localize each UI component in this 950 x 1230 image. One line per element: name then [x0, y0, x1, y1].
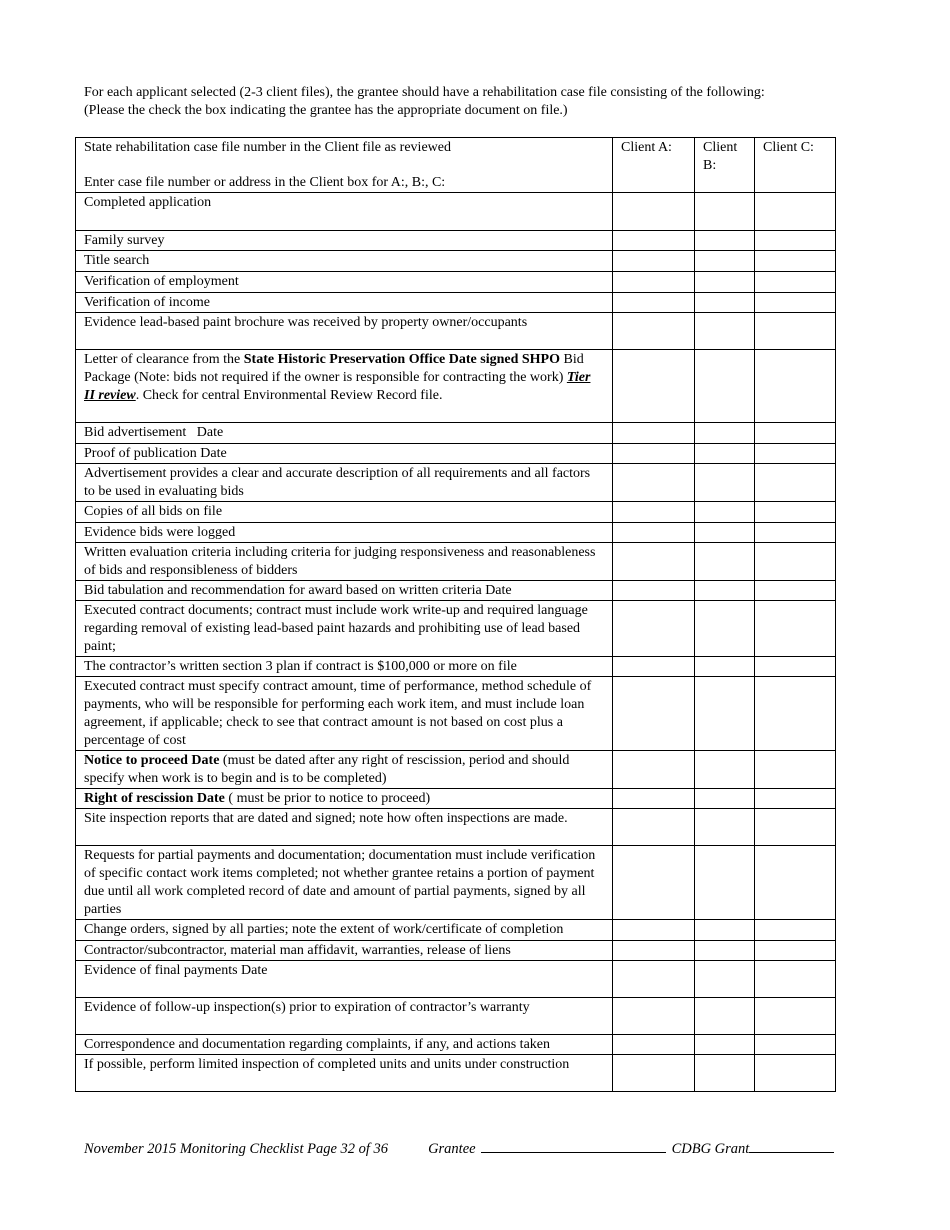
client-a-cell[interactable]: [613, 523, 695, 543]
client-c-cell[interactable]: [755, 464, 836, 502]
header-description-cell: [76, 138, 613, 193]
row-label: Copies of all bids on file: [76, 502, 613, 523]
shpo-text: Letter of clearance from the: [84, 352, 244, 367]
client-b-cell[interactable]: [695, 601, 755, 657]
row-label: Title search: [76, 251, 613, 272]
row-label: Bid advertisement Date: [76, 423, 613, 444]
checklist-table: [75, 137, 836, 1092]
table-row: [76, 350, 836, 423]
row-label: Change orders, signed by all parties; note the extent of work/certificate of completion: [76, 920, 613, 941]
row-label: Verification of employment: [76, 272, 613, 293]
client-c-cell[interactable]: [755, 677, 836, 751]
client-c-cell[interactable]: [755, 350, 836, 423]
rescission-text: ( must be prior to notice to proceed): [224, 791, 431, 806]
row-label: Completed application: [76, 193, 613, 231]
client-a-cell[interactable]: [613, 444, 695, 464]
table-row: [76, 751, 836, 789]
table-row: [76, 272, 836, 293]
notice-bold-text: Notice to proceed Date: [84, 753, 220, 768]
client-c-cell[interactable]: [755, 193, 836, 231]
client-a-cell[interactable]: [613, 293, 695, 313]
client-a-cell[interactable]: [613, 677, 695, 751]
client-c-cell[interactable]: [755, 272, 836, 293]
client-c-cell[interactable]: [755, 751, 836, 789]
header-line-1: State rehabilitation case file number in the Client file as reviewed: [84, 140, 451, 155]
client-c-cell[interactable]: [755, 846, 836, 920]
page-footer: [84, 1140, 834, 1158]
client-c-cell[interactable]: [755, 789, 836, 809]
client-c-cell[interactable]: [755, 657, 836, 677]
table-row: [76, 251, 836, 272]
client-c-cell[interactable]: [755, 941, 836, 961]
table-row: [76, 677, 836, 751]
table-row: [76, 809, 836, 846]
row-label: Contractor/subcontractor, material man affidavit, warranties, release of liens: [76, 941, 613, 961]
row-label: Evidence lead-based paint brochure was received by property owner/occupants: [76, 313, 613, 350]
table-row: [76, 581, 836, 601]
client-c-cell[interactable]: [755, 961, 836, 998]
row-label: Executed contract documents; contract must include work write-up and required language regarding removal of existing lead-based paint hazards and prohibiting use of lead based paint;: [76, 601, 613, 657]
client-b-cell[interactable]: [695, 846, 755, 920]
client-b-cell[interactable]: [695, 941, 755, 961]
row-label: Site inspection reports that are dated and signed; note how often inspections are made.: [76, 809, 613, 846]
client-a-cell[interactable]: [613, 423, 695, 444]
row-label-rescission: [76, 789, 613, 809]
client-c-cell[interactable]: [755, 1035, 836, 1055]
client-a-cell[interactable]: [613, 313, 695, 350]
instructions: [84, 84, 884, 120]
table-row: [76, 543, 836, 581]
client-a-cell[interactable]: [613, 657, 695, 677]
table-row: [76, 231, 836, 251]
client-c-cell[interactable]: [755, 998, 836, 1035]
client-c-cell[interactable]: [755, 313, 836, 350]
table-row: [76, 464, 836, 502]
client-a-cell[interactable]: [613, 350, 695, 423]
row-label: The contractor’s written section 3 plan if contract is $100,000 or more on file: [76, 657, 613, 677]
client-b-cell[interactable]: [695, 961, 755, 998]
table-row: [76, 502, 836, 523]
table-row: [76, 941, 836, 961]
row-label: Bid tabulation and recommendation for award based on written criteria Date: [76, 581, 613, 601]
row-label: Requests for partial payments and documentation; documentation must include verification of specific contact work items completed; not whether grantee retains a portion of payment due until all work completed record of date and amount of partial payments, signed by all parties: [76, 846, 613, 920]
client-c-cell[interactable]: [755, 251, 836, 272]
client-b-cell[interactable]: [695, 751, 755, 789]
client-b-cell[interactable]: [695, 423, 755, 444]
client-a-cell[interactable]: [613, 998, 695, 1035]
row-label: Executed contract must specify contract amount, time of performance, method schedule of payments, who will be responsible for performing each work item, and must include loan agreement, if applicable; check to see that contract amount is not based on cost plus a percentage of cost: [76, 677, 613, 751]
row-label: Verification of income: [76, 293, 613, 313]
row-label: Evidence bids were logged: [76, 523, 613, 543]
client-c-cell[interactable]: [755, 543, 836, 581]
client-a-cell[interactable]: [613, 1055, 695, 1092]
table-row: [76, 193, 836, 231]
header-client-a[interactable]: Client A:: [613, 138, 695, 193]
header-client-c[interactable]: Client C:: [755, 138, 836, 193]
client-a-cell[interactable]: [613, 1035, 695, 1055]
client-b-cell[interactable]: [695, 350, 755, 423]
client-a-cell[interactable]: [613, 920, 695, 941]
row-label: Evidence of follow-up inspection(s) prior to expiration of contractor’s warranty: [76, 998, 613, 1035]
row-label: Written evaluation criteria including criteria for judging responsiveness and reasonableness of bids and responsibleness of bidders: [76, 543, 613, 581]
client-b-cell[interactable]: [695, 1055, 755, 1092]
client-c-cell[interactable]: [755, 581, 836, 601]
row-label: If possible, perform limited inspection of completed units and units under construction: [76, 1055, 613, 1092]
client-a-cell[interactable]: [613, 789, 695, 809]
client-b-cell[interactable]: [695, 789, 755, 809]
rescission-bold-text: Right of rescission Date: [84, 791, 225, 806]
client-a-cell[interactable]: [613, 809, 695, 846]
client-c-cell[interactable]: [755, 920, 836, 941]
client-b-cell[interactable]: [695, 444, 755, 464]
grantee-signature-line[interactable]: [481, 1140, 666, 1153]
tier-ii-review-text: Tier II review: [84, 370, 591, 403]
table-row: [76, 1035, 836, 1055]
footer-cdbg-label: CDBG Grant: [671, 1141, 750, 1157]
client-b-cell[interactable]: [695, 998, 755, 1035]
table-row: [76, 313, 836, 350]
notice-text: (must be dated after any right of rescission, period and should specify when work is to begin and is to be completed): [84, 753, 570, 786]
row-label: Evidence of final payments Date: [76, 961, 613, 998]
row-label: Advertisement provides a clear and accurate description of all requirements and all factors to be used in evaluating bids: [76, 464, 613, 502]
table-row: [76, 920, 836, 941]
client-a-cell[interactable]: [613, 193, 695, 231]
client-b-cell[interactable]: [695, 523, 755, 543]
client-b-cell[interactable]: [695, 657, 755, 677]
instructions-line-1: For each applicant selected (2-3 client files), the grantee should have a rehabilitation case file consisting of the following:: [84, 85, 765, 100]
client-b-cell[interactable]: [695, 543, 755, 581]
client-b-cell[interactable]: [695, 581, 755, 601]
client-c-cell[interactable]: [755, 231, 836, 251]
table-row: [76, 601, 836, 657]
client-a-cell[interactable]: [613, 751, 695, 789]
row-label: Proof of publication Date: [76, 444, 613, 464]
table-row: [76, 293, 836, 313]
shpo-bold-text: State Historic Preservation Office Date signed SHPO: [243, 352, 560, 367]
client-b-cell[interactable]: [695, 920, 755, 941]
table-row: [76, 657, 836, 677]
client-b-cell[interactable]: [695, 313, 755, 350]
row-label-notice: [76, 751, 613, 789]
client-a-cell[interactable]: [613, 502, 695, 523]
client-b-cell[interactable]: [695, 231, 755, 251]
table-header-row: [76, 138, 836, 193]
row-label: Family survey: [76, 231, 613, 251]
header-client-b[interactable]: Client B:: [695, 138, 755, 193]
table-row: [76, 444, 836, 464]
row-label-shpo: [76, 350, 613, 423]
client-b-cell[interactable]: [695, 809, 755, 846]
table-row: [76, 998, 836, 1035]
client-b-cell[interactable]: [695, 293, 755, 313]
shpo-bid-text: Bid Package (Note: bids not required if the owner is responsible for contracting the work): [84, 352, 584, 385]
client-c-cell[interactable]: [755, 523, 836, 543]
client-a-cell[interactable]: [613, 601, 695, 657]
header-line-2: Enter case file number or address in the Client box for A:, B:, C:: [84, 175, 446, 190]
client-c-cell[interactable]: [755, 444, 836, 464]
table-row: [76, 846, 836, 920]
table-row: [76, 423, 836, 444]
footer-grantee-label: Grantee: [428, 1141, 476, 1157]
client-b-cell[interactable]: [695, 677, 755, 751]
client-a-cell[interactable]: [613, 941, 695, 961]
client-a-cell[interactable]: [613, 581, 695, 601]
client-c-cell[interactable]: [755, 1055, 836, 1092]
client-a-cell[interactable]: [613, 543, 695, 581]
client-c-cell[interactable]: [755, 293, 836, 313]
client-c-cell[interactable]: [755, 601, 836, 657]
client-a-cell[interactable]: [613, 231, 695, 251]
client-a-cell[interactable]: [613, 251, 695, 272]
table-row: [76, 1055, 836, 1092]
client-b-cell[interactable]: [695, 1035, 755, 1055]
shpo-post-text: . Check for central Environmental Review Record file.: [135, 388, 443, 403]
client-c-cell[interactable]: [755, 502, 836, 523]
row-label: Correspondence and documentation regarding complaints, if any, and actions taken: [76, 1035, 613, 1055]
client-b-cell[interactable]: [695, 464, 755, 502]
client-c-cell[interactable]: [755, 809, 836, 846]
client-b-cell[interactable]: [695, 193, 755, 231]
instructions-line-2: (Please the check the box indicating the grantee has the appropriate document on file.): [84, 103, 568, 118]
footer-page-info: November 2015 Monitoring Checklist Page 32 of 36: [84, 1141, 389, 1157]
client-a-cell[interactable]: [613, 272, 695, 293]
client-c-cell[interactable]: [755, 423, 836, 444]
client-a-cell[interactable]: [613, 961, 695, 998]
client-b-cell[interactable]: [695, 251, 755, 272]
client-a-cell[interactable]: [613, 464, 695, 502]
table-row: [76, 789, 836, 809]
client-b-cell[interactable]: [695, 502, 755, 523]
table-row: [76, 961, 836, 998]
client-a-cell[interactable]: [613, 846, 695, 920]
client-b-cell[interactable]: [695, 272, 755, 293]
table-row: [76, 523, 836, 543]
cdbg-grant-line[interactable]: [749, 1140, 834, 1153]
